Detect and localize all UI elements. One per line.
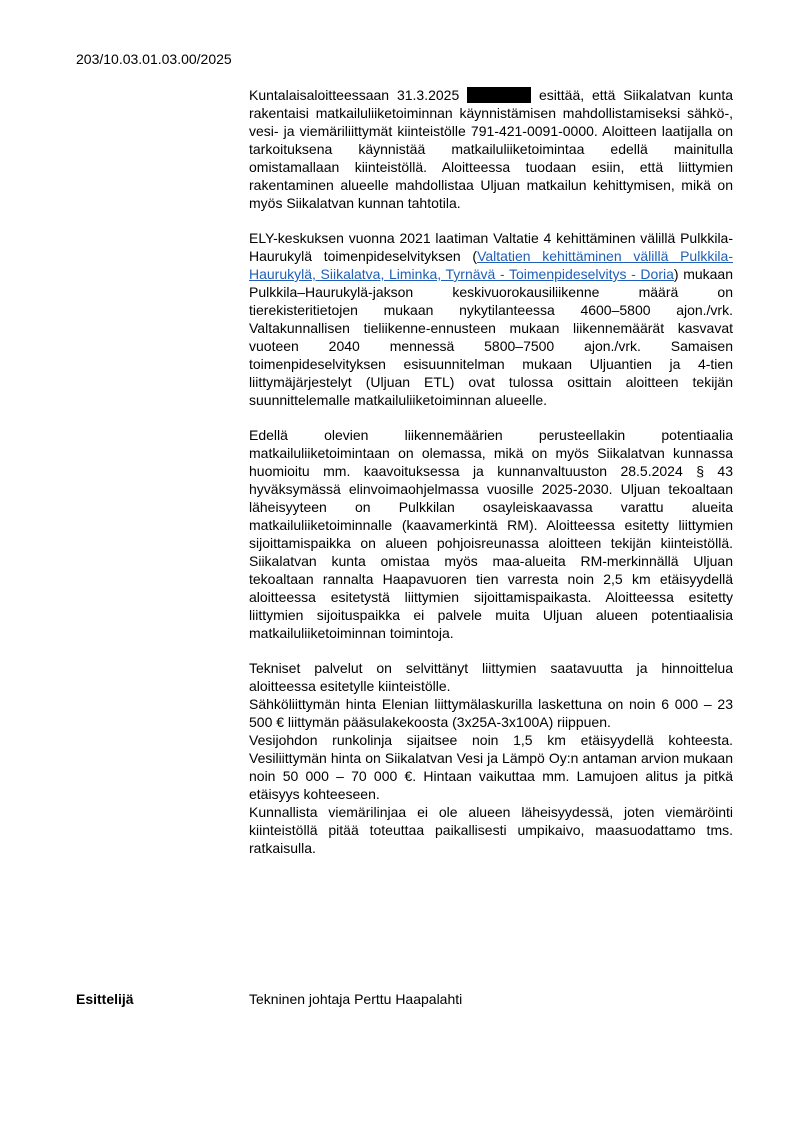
report-link[interactable]: Valtatien kehittäminen välillä Pulkkila-Haurukylä, Siikalatva, Liminka, Tyrnävä - Toimenpideselvitys - Doria: [249, 248, 733, 282]
technical-line: Vesijohdon runkolinja sijaitsee noin 1,5 km etäisyydellä kohteesta. Vesiliittymän hinta on Siikalatvan Vesi ja Lämpö Oy:n antaman arvion mukaan noin 50 000 – 70 000 €. Hintaan vaikuttaa mm. Lamujoen alitus ja pitkä etäisyys kohteeseen.: [249, 732, 733, 802]
presenter-name: Tekninen johtaja Perttu Haapalahti: [249, 991, 463, 1007]
technical-line: Kunnallista viemärilinjaa ei ole alueen läheisyydessä, joten viemäröinti kiinteistöllä pitää toteuttaa paikallisesti umpikaivo, maasuodattamo tms. ratkaisulla.: [249, 804, 733, 856]
presenter-label: Esittelijä: [76, 991, 134, 1007]
technical-line: Sähköliittymän hinta Elenian liittymälaskurilla laskettuna on noin 6 000 – 23 500 € liittymän pääsulakekoosta (3x25A-3x100A) riippuen.: [249, 696, 733, 730]
document-number: 203/10.03.01.03.00/2025: [76, 51, 232, 67]
traffic-body: ) mukaan Pulkkila–Haurukylä-jakson keskivuorokausiliikenne määrä on tierekisteritietojen mukaan nykytilanteessa 4600–5800 ajon./vrk. Valtakunnallisen tieliikenne-ennusteen mukaan liikennemäärät kasvavat vuoteen 2040 mennessä 5800–7500 ajon./vrk. Samaisen toimenpideselvityksen esisuunnitelman mukaan Uljuantien ja 4-tien liittymäjärjestelyt (Uljuan ETL) ovat tulossa osittain aloitteen tekijän suunnittelemalle matkailuliiketoiminnan alueelle.: [249, 266, 733, 408]
paragraph-traffic: [249, 229, 733, 409]
paragraph-initiative: [249, 86, 733, 212]
paragraph-potential: Edellä olevien liikennemäärien perusteellakin potentiaalia matkailuliiketoimintaan on olemassa, mikä on myös Siikalatvan kunnassa huomioitu mm. kaavoituksessa ja kunnanvaltuuston 28.5.2024 § 43 hyväksymässä elinvoimaohjelmassa vuosille 2025-2030. Uljuan tekoaltaan läheisyyteen on Pulkkilan osayleiskaavassa varattu alueita matkailuliiketoiminnalle (kaavamerkintä RM). Aloitteessa esitetty liittymien sijoittamispaikka on alueen pohjoisreunassa aloitteen tekijän kiinteistöllä. Siikalatvan kunta omistaa myös maa-alueita RM-merkinnällä Uljuan tekoaltaan rannalta Haapavuoren tien varresta noin 2,5 km etäisyydellä aloitteessa esitetystä liittymien sijoittamispaikasta. Aloitteessa esitetty liittymien sijoituspaikka ei palvele muita Uljuan alueen potentiaalisia matkailuliiketoiminnan toimintoja.: [249, 427, 733, 641]
traffic-intro: ELY-keskuksen vuonna 2021 laatiman Valtatie 4 kehittäminen välillä Pulkkila-Haurukylä toimenpideselvityksen (: [249, 230, 733, 264]
technical-line: Tekniset palvelut on selvittänyt liittymien saatavuutta ja hinnoittelua aloitteessa esitetylle kiinteistölle.: [249, 660, 733, 694]
initiative-body: esittää, että Siikalatvan kunta rakentaisi matkailuliiketoiminnan käynnistämisen mahdollistamiseksi sähkö-, vesi- ja viemäriliittymät kiinteistölle 791-421-0091-0000. Aloitteen laatijalla on tarkoituksena käynnistää matkailuliiketoimintaa edellä mainitulla omistamallaan kiinteistöllä. Aloitteessa tuodaan esiin, että liittymien rakentaminen alueelle mahdollistaa Uljuan matkailun kehittymisen, mikä on myös Siikalatvan kunnan tahtotila.: [249, 87, 734, 211]
initiative-intro: Kuntalaisaloitteessaan 31.3.2025: [249, 87, 460, 103]
redacted-name-block: [467, 87, 531, 103]
paragraph-technical: [249, 659, 733, 857]
body-text: [249, 86, 733, 874]
